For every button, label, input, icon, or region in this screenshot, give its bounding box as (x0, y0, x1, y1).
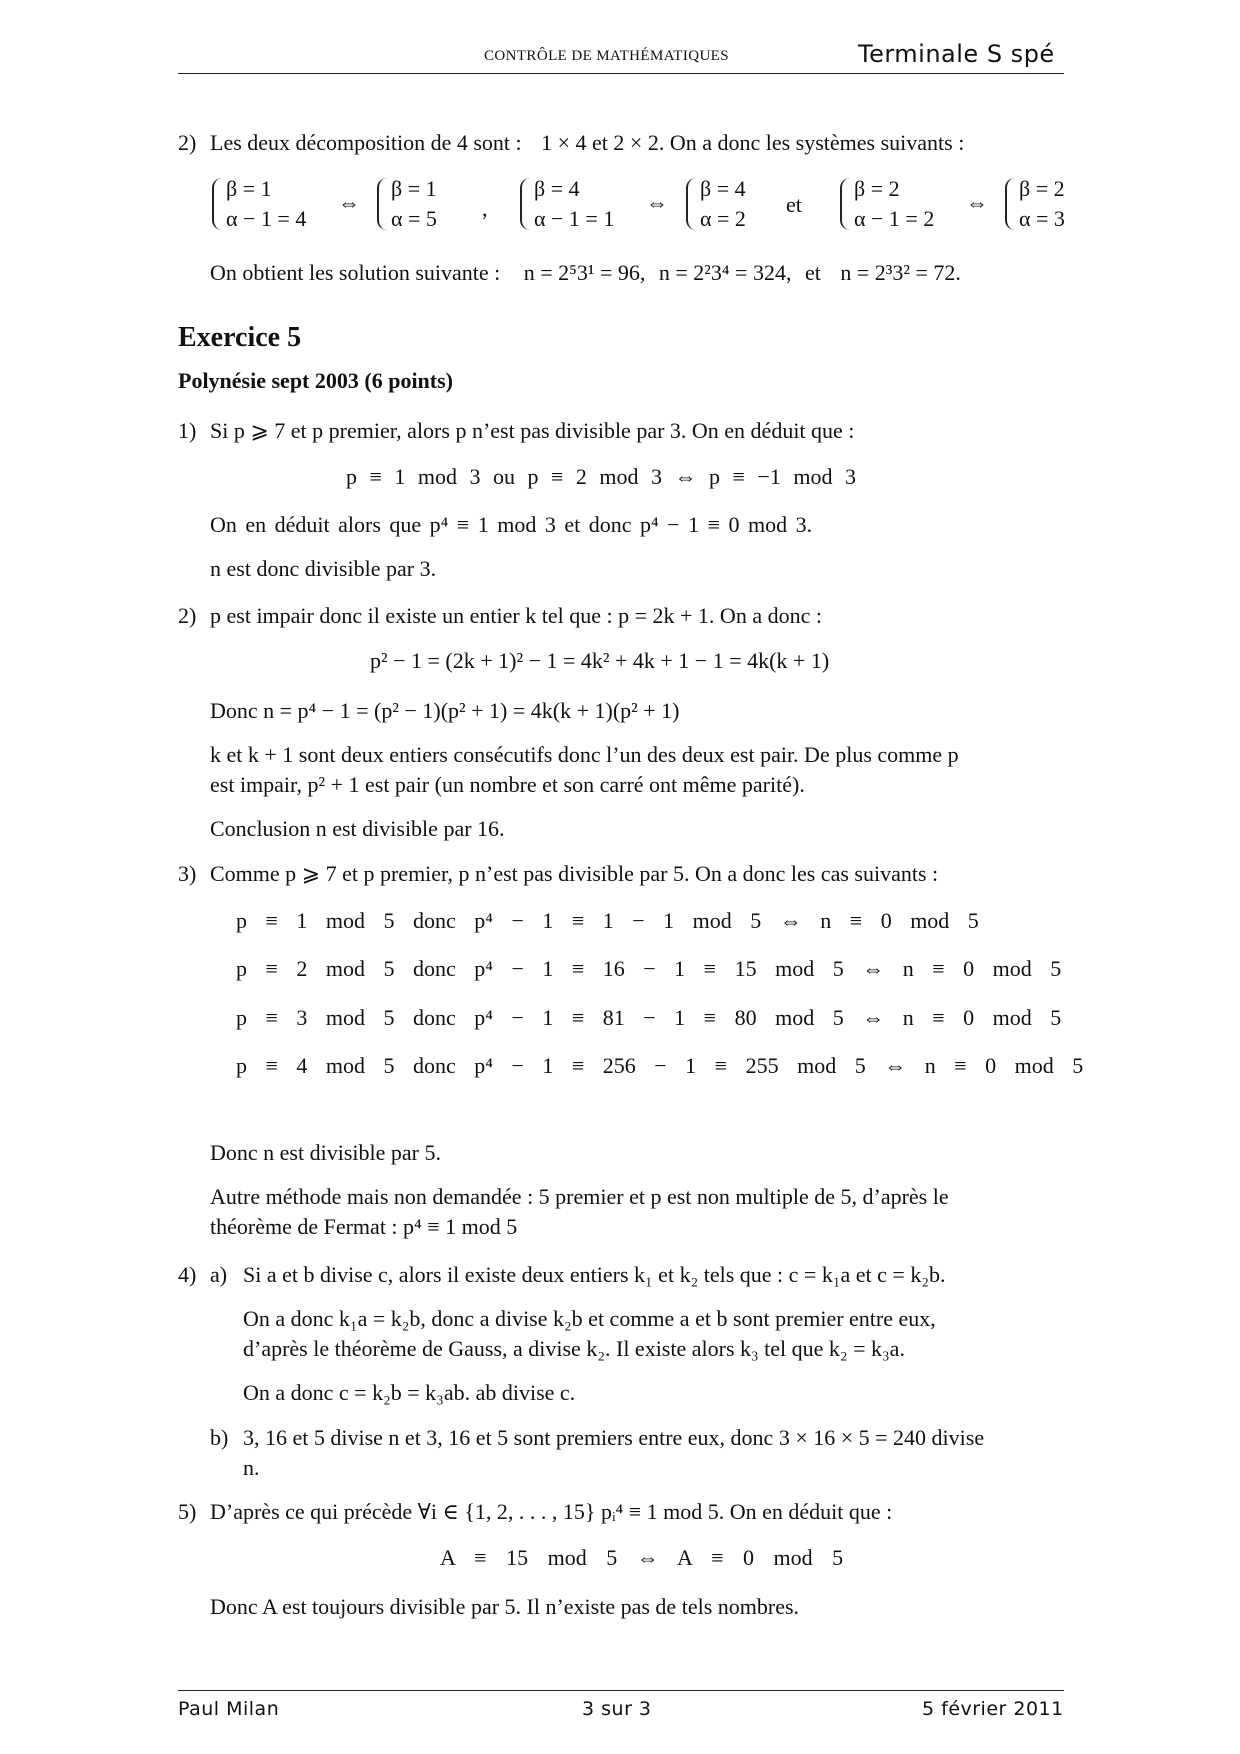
brace (840, 178, 850, 230)
q4b-number: b) (210, 1425, 229, 1450)
brace (212, 178, 222, 230)
q3-donc: Donc n est divisible par 5. (210, 1140, 441, 1165)
q1-line3: n est donc divisible par 3. (210, 556, 437, 581)
brace (520, 178, 530, 230)
ex4-q2-intro: Les deux décomposition de 4 sont : (210, 130, 522, 155)
header-rule (178, 73, 1064, 74)
equiv-symbol: ⇔ (646, 190, 668, 215)
header-class: Terminale S spé (858, 40, 1055, 68)
q3-case-row: p ≡ 2 mod 5 donc p⁴ − 1 ≡ 16 − 1 ≡ 15 mod 5 ⇔ n ≡ 0 mod 5 (236, 956, 1062, 981)
q2-text: p est impair donc il existe un entier k tel que : p = 2k + 1. On a donc : (210, 603, 822, 628)
system-1 (226, 174, 306, 234)
system-6 (1019, 174, 1065, 234)
solutions-intro: On obtient les solution suivante : (210, 260, 501, 285)
eq: α − 1 = 4 (226, 206, 307, 231)
q5-text: D’après ce qui précède ∀i ∈ {1, 2, . . . , 15} pᵢ⁴ ≡ 1 mod 5. On en déduit que : (210, 1499, 893, 1524)
brace (377, 178, 387, 230)
q2-para-line2: est impair, p² + 1 est pair (un nombre et son carré ont même parité). (210, 772, 805, 797)
exercise-title: Exercice 5 (178, 322, 302, 353)
q3-other-line2: théorème de Fermat : p⁴ ≡ 1 mod 5 (210, 1214, 518, 1239)
equiv-symbol: ⇔ (966, 190, 988, 215)
eq: α − 1 = 2 (854, 206, 935, 231)
eq: β = 1 (226, 176, 272, 201)
q4b-line1: 3, 16 et 5 divise n et 3, 16 et 5 sont premiers entre eux, donc 3 × 16 × 5 = 240 divise (243, 1425, 985, 1450)
q4a-line4: On a donc c = k₂b = k₃ab. ab divise c. (243, 1380, 576, 1405)
q1-number: 1) (178, 418, 197, 443)
eq: β = 2 (854, 176, 900, 201)
q3-other-line1: Autre méthode mais non demandée : 5 premier et p est non multiple de 5, d’après le (210, 1184, 949, 1209)
ex4-q2-text (210, 130, 964, 156)
eq: β = 1 (391, 176, 437, 201)
system-2 (391, 174, 437, 234)
q2-para-line1: k et k + 1 sont deux entiers consécutifs donc l’un des deux est pair. De plus comme p (210, 742, 959, 767)
ex4-q2-tail: . On a donc les systèmes suivants : (658, 130, 965, 155)
q1-equation: p ≡ 1 mod 3 ou p ≡ 2 mod 3 ⇔ p ≡ −1 mod 3 (346, 464, 856, 489)
footer-rule (178, 1690, 1064, 1691)
eq: β = 4 (700, 176, 746, 201)
equiv-symbol: ⇔ (338, 190, 360, 215)
q2-equation: p² − 1 = (2k + 1)² − 1 = 4k² + 4k + 1 − 1 = 4k(k + 1) (370, 648, 830, 673)
ex4-solutions (210, 260, 961, 286)
comma: , (482, 196, 488, 221)
ex4-q2-decomposition: 1 × 4 et 2 × 2 (541, 130, 659, 155)
exercise-subtitle: Polynésie sept 2003 (6 points) (178, 368, 453, 393)
brace (686, 178, 696, 230)
header-title: CONTRÔLE DE MATHÉMATIQUES (484, 48, 729, 64)
eq: α − 1 = 1 (534, 206, 615, 231)
q5-number: 5) (178, 1499, 197, 1524)
system-5 (854, 174, 934, 234)
eq: β = 2 (1019, 176, 1065, 201)
solution-2: n = 2²3⁴ = 324, (658, 260, 792, 285)
eq: β = 4 (534, 176, 580, 201)
eq: α = 2 (700, 206, 746, 231)
q1-text: Si p ⩾ 7 et p premier, alors p n’est pas divisible par 3. On en déduit que : (210, 418, 855, 443)
ex4-q2-number: 2) (178, 130, 197, 155)
q3-number: 3) (178, 861, 197, 886)
q5-equation: A ≡ 15 mod 5 ⇔ A ≡ 0 mod 5 (440, 1545, 844, 1570)
page-header (0, 0, 1240, 80)
q4a-line2: On a donc k₁a = k₂b, donc a divise k₂b et comme a et b sont premier entre eux, (243, 1306, 936, 1331)
q2-number: 2) (178, 603, 197, 628)
solution-3: n = 2³3² = 72. (840, 260, 961, 285)
system-3 (534, 174, 614, 234)
brace (1005, 178, 1015, 230)
q2-donc: Donc n = p⁴ − 1 = (p² − 1)(p² + 1) = 4k(k + 1)(p² + 1) (210, 698, 680, 723)
q3-case-row: p ≡ 1 mod 5 donc p⁴ − 1 ≡ 1 − 1 mod 5 ⇔ n ≡ 0 mod 5 (236, 908, 979, 933)
q2-conclusion: Conclusion n est divisible par 16. (210, 816, 505, 841)
eq: α = 5 (391, 206, 437, 231)
q3-case-row: p ≡ 4 mod 5 donc p⁴ − 1 ≡ 256 − 1 ≡ 255 mod 5 ⇔ n ≡ 0 mod 5 (236, 1053, 1084, 1078)
solutions-et: et (804, 260, 821, 285)
footer-author: Paul Milan (178, 1698, 280, 1720)
q4a-line1: Si a et b divise c, alors il existe deux entiers k₁ et k₂ tels que : c = k₁a et c = k₂b. (243, 1262, 946, 1287)
q1-line2: On en déduit alors que p⁴ ≡ 1 mod 3 et donc p⁴ − 1 ≡ 0 mod 3. (210, 512, 813, 537)
q4a-number: a) (210, 1262, 228, 1287)
q4b-line2: n. (243, 1455, 260, 1480)
q4-number: 4) (178, 1262, 197, 1287)
q3-text: Comme p ⩾ 7 et p premier, p n’est pas divisible par 5. On a donc les cas suivants : (210, 861, 939, 886)
q5-donc: Donc A est toujours divisible par 5. Il n’existe pas de tels nombres. (210, 1594, 800, 1619)
system-4 (700, 174, 746, 234)
et-word: et (786, 192, 802, 217)
footer-date: 5 février 2011 (922, 1698, 1064, 1720)
q4a-line3: d’après le théorème de Gauss, a divise k₂. Il existe alors k₃ tel que k₂ = k₃a. (243, 1336, 905, 1361)
q3-case-row: p ≡ 3 mod 5 donc p⁴ − 1 ≡ 81 − 1 ≡ 80 mod 5 ⇔ n ≡ 0 mod 5 (236, 1005, 1062, 1030)
solution-1: n = 2⁵3¹ = 96, (523, 260, 646, 285)
eq: α = 3 (1019, 206, 1065, 231)
footer-page: 3 sur 3 (582, 1698, 652, 1720)
